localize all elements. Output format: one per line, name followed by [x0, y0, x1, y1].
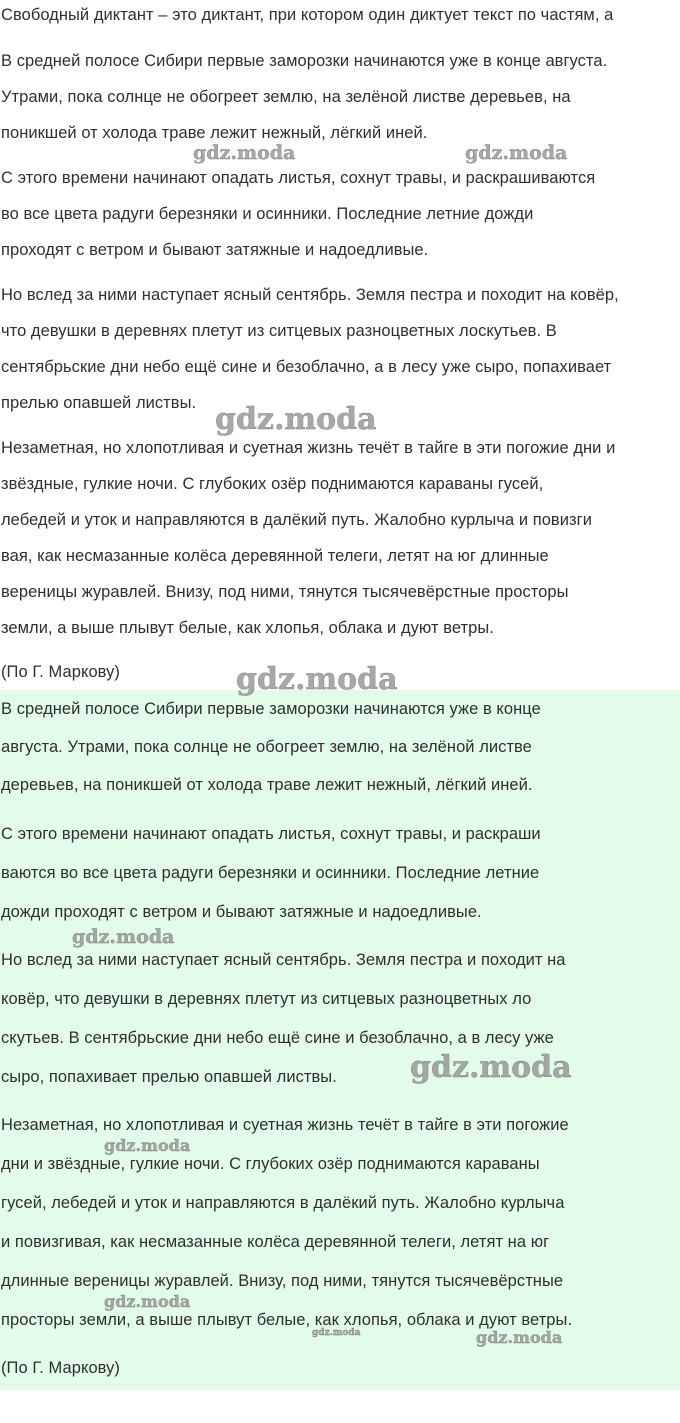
answer-text-block	[0, 690, 680, 1390]
answer-paragraph-2-line-2: ваются во все цвета радуги березняки и осинники. Последние летние	[1, 864, 540, 882]
answer-paragraph-1-line-3: деревьев, на поникшей от холода траве лежит нежный, лёгкий иней.	[1, 776, 533, 794]
watermark: gdz.moda	[104, 1292, 191, 1311]
task-paragraph-4-line-3: лебедей и уток и направляются в далёкий путь. Жалобно курлыча и повизги	[1, 511, 592, 529]
task-paragraph-1-line-1: В средней полосе Сибири первые заморозки начинаются уже в конце августа.	[1, 52, 608, 70]
answer-paragraph-3-line-4: сыро, попахивает прелью опавшей листвы.	[1, 1068, 337, 1086]
answer-paragraph-4-line-3: гусей, лебедей и уток и направляются в далёкий путь. Жалобно курлыча	[1, 1194, 565, 1212]
task-paragraph-1-line-2: Утрами, пока солнце не обогреет землю, на зелёной листве деревьев, на	[1, 88, 571, 106]
answer-paragraph-3-line-1: Но вслед за ними наступает ясный сентябрь. Земля пестра и походит на	[1, 951, 566, 969]
task-paragraph-4-line-6: земли, а выше плывут белые, как хлопья, облака и дуют ветры.	[1, 619, 494, 637]
task-attribution: (По Г. Маркову)	[1, 663, 120, 681]
answer-paragraph-2-line-1: С этого времени начинают опадать листья, сохнут травы, и раскраши	[1, 825, 541, 843]
watermark: gdz.moda	[236, 662, 398, 697]
task-paragraph-4-line-5: вереницы журавлей. Внизу, под ними, тянутся тысячевёрстные просторы	[1, 583, 569, 601]
answer-paragraph-4-line-1: Незаметная, но хлопотливая и суетная жизнь течёт в тайге в эти погожие	[1, 1116, 569, 1134]
task-paragraph-2-line-2: во все цвета радуги березняки и осинники. Последние летние дожди	[1, 205, 534, 223]
answer-paragraph-1-line-1: В средней полосе Сибири первые заморозки начинаются уже в конце	[1, 700, 541, 718]
answer-paragraph-3-line-2: ковёр, что девушки в деревнях плетут из ситцевых разноцветных ло	[1, 990, 532, 1008]
task-paragraph-4-line-2: звёздные, гулкие ночи. С глубоких озёр поднимаются караваны гусей,	[1, 475, 544, 493]
task-paragraph-3-line-4: прелью опавшей листвы.	[1, 394, 197, 412]
task-paragraph-2-line-3: проходят с ветром и бывают затяжные и надоедливые.	[1, 241, 429, 259]
task-paragraph-3-line-1: Но вслед за ними наступает ясный сентябрь. Земля пестра и походит на ковёр,	[1, 286, 619, 304]
answer-paragraph-4-line-6: просторы земли, а выше плывут белые, как хлопья, облака и дуют ветры.	[1, 1311, 573, 1329]
answer-paragraph-3-line-3: скутьев. В сентябрьские дни небо ещё сине и безоблачно, а в лесу уже	[1, 1029, 554, 1047]
answer-attribution: (По Г. Маркову)	[1, 1359, 120, 1377]
task-paragraph-3-line-3: сентябрьские дни небо ещё сине и безоблачно, а в лесу уже сыро, попахивает	[1, 358, 612, 376]
task-paragraph-4-line-4: вая, как несмазанные колёса деревянной телеги, летят на юг длинные	[1, 547, 549, 565]
watermark: gdz.moda	[104, 1136, 191, 1155]
watermark: gdz.moda	[193, 142, 296, 164]
watermark: gdz.moda	[72, 926, 175, 948]
watermark: gdz.moda	[465, 142, 568, 164]
watermark: gdz.moda	[215, 402, 377, 437]
watermark: gdz.moda	[476, 1328, 563, 1347]
task-paragraph-1-line-3: поникшей от холода траве лежит нежный, лёгкий иней.	[1, 124, 428, 142]
answer-paragraph-1-line-2: августа. Утрами, пока солнце не обогреет землю, на зелёной листве	[1, 738, 532, 756]
watermark: gdz.moda	[410, 1050, 572, 1085]
answer-paragraph-4-line-4: и повизгивая, как несмазанные колёса деревянной телеги, летят на юг	[1, 1233, 550, 1251]
task-paragraph-2-line-1: С этого времени начинают опадать листья, сохнут травы, и раскрашиваются	[1, 169, 596, 187]
intro-line: Свободный диктант – это диктант, при котором один диктует текст по частям, а	[1, 6, 614, 24]
task-paragraph-3-line-2: что девушки в деревнях плетут из ситцевых разноцветных лоскутьев. В	[1, 322, 557, 340]
answer-paragraph-4-line-2: дни и звёздные, гулкие ночи. С глубоких озёр поднимаются караваны	[1, 1155, 540, 1173]
task-paragraph-4-line-1: Незаметная, но хлопотливая и суетная жизнь течёт в тайге в эти погожие дни и	[1, 439, 616, 457]
watermark: gdz.moda	[312, 1328, 361, 1338]
answer-paragraph-2-line-3: дожди проходят с ветром и бывают затяжные и надоедливые.	[1, 903, 482, 921]
answer-paragraph-4-line-5: длинные вереницы журавлей. Внизу, под ними, тянутся тысячевёрстные	[1, 1272, 564, 1290]
